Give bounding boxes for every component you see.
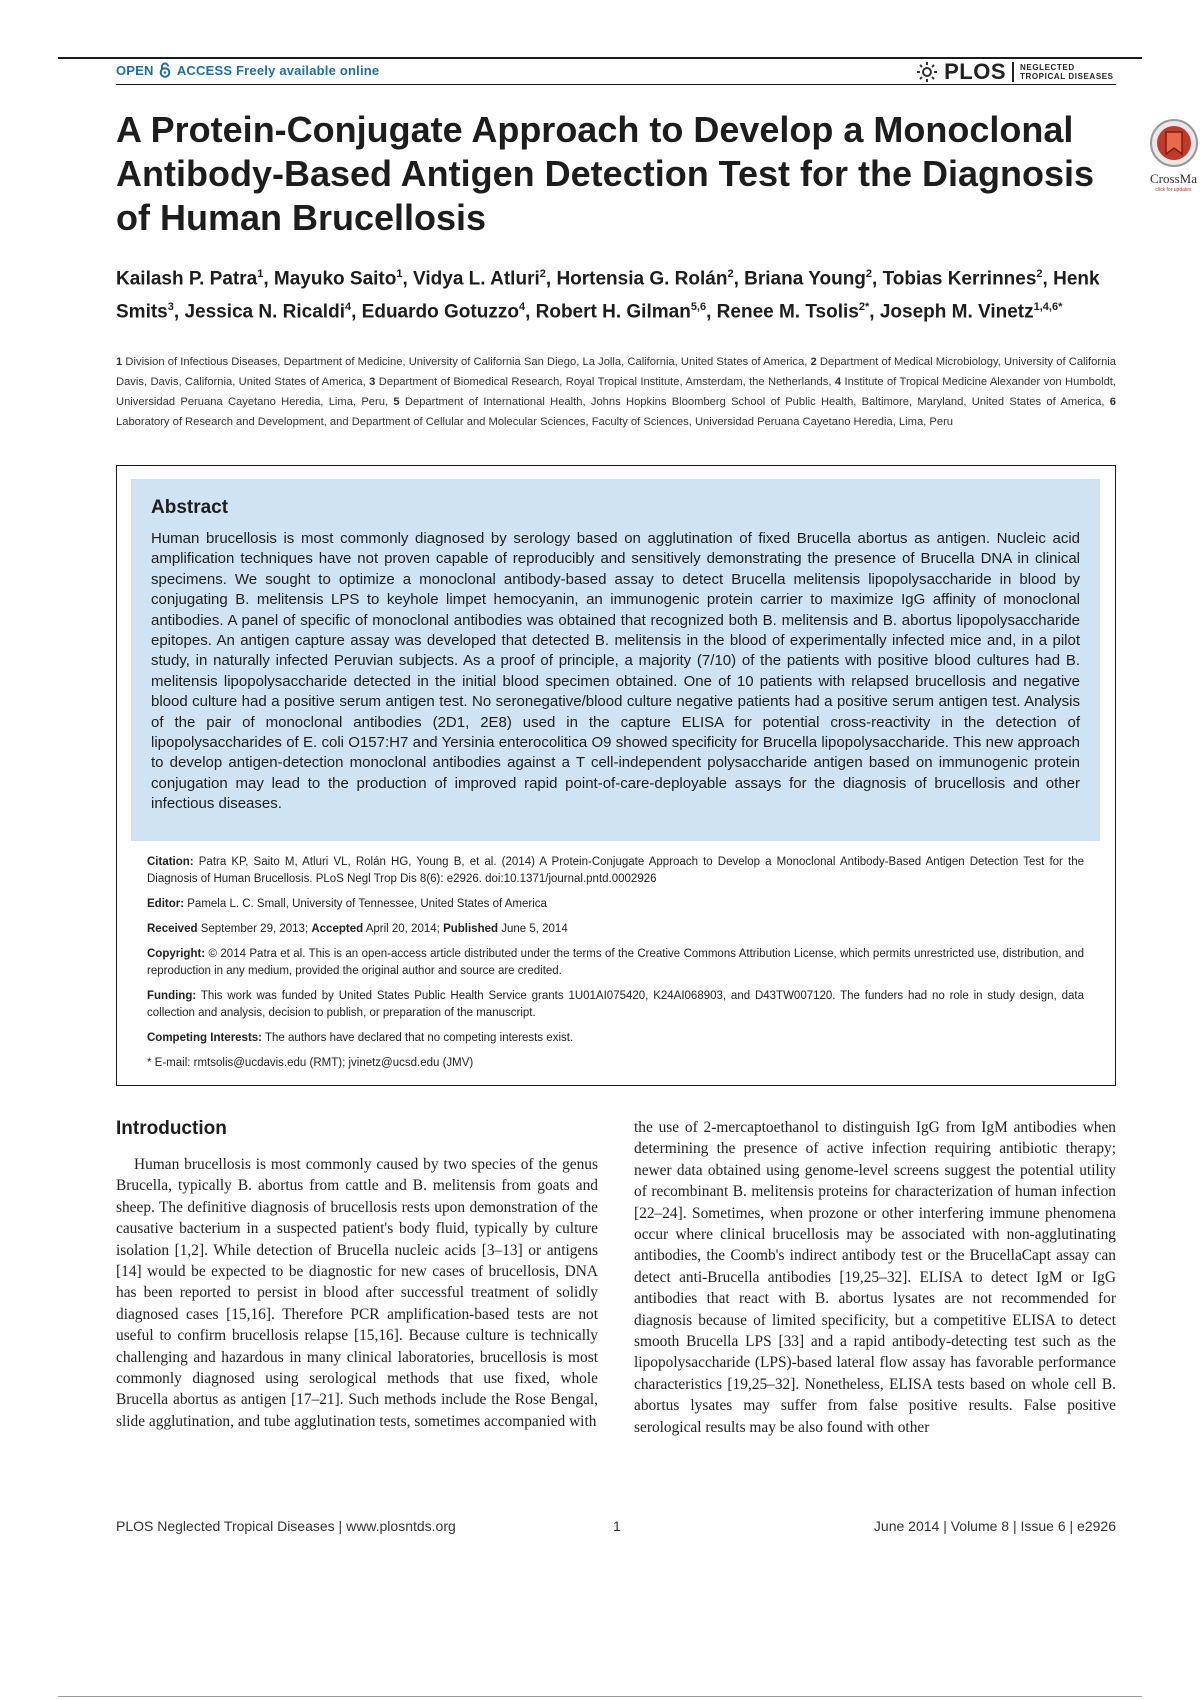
competing-interests xyxy=(147,1030,1084,1047)
citation-label: Citation: xyxy=(147,856,194,868)
citation xyxy=(147,854,1084,888)
affiliation-text: Department of International Health, Johns Hopkins Bloomberg School of Public Health, Baltimore, Maryland, United States of America, xyxy=(404,396,1105,408)
plos-wordmark: PLOS xyxy=(944,59,1006,84)
affiliation-number: 5 xyxy=(393,396,400,408)
author-affiliation-marker: 2 xyxy=(1036,268,1043,280)
introduction-text-left: Human brucellosis is most commonly caused by two species of the genus Brucella, typically B. abortus from cattle and B. melitensis from goats and sheep. The definitive diagnosis of brucellosis rests upon demonstration of the causative bacterium in a suspected patient's body fluid, typically by culture isolation [1,2]. While detection of Brucella nucleic acids [3–13] or antigens [14] would be expected to be diagnostic for new cases of brucellosis, DNA has been reported to persist in blood after successful treatment of solidly diagnosed cases [15,16]. Therefore PCR amplification-based tests are not useful to confirm brucellosis relapse [15,16]. Because culture is technically challenging and hazardous in many clinical laboratories, brucellosis is most commonly diagnosed using serological methods that use fixed, whole Brucella abortus as antigen [17–21]. Such methods include the Rose Bengal, slide agglutination, and tube agglutination tests, sometimes accompanied with xyxy=(116,1156,598,1430)
author-affiliation-marker: 2 xyxy=(539,268,546,280)
published-label: Published xyxy=(443,923,499,935)
crossmark-sublabel: click for updates xyxy=(1155,187,1192,193)
citation-text: Patra KP, Saito M, Atluri VL, Rolán HG, Young B, et al. (2014) A Protein-Conjugate Approach to Develop a Monoclonal Antibody-Based Antigen Detection Test for the Diagnosis of Human Brucellosis. PLoS Negl Trop Dis 8(6): e2926. doi:10.1371/journal.pntd.0002926 xyxy=(147,856,1084,885)
open-access-banner[interactable] xyxy=(116,62,379,78)
author-name: Joseph M. Vinetz xyxy=(879,301,1034,323)
abstract-box xyxy=(116,465,1116,1086)
competing-label: Competing Interests: xyxy=(147,1032,263,1044)
affiliation-number: 3 xyxy=(369,376,376,388)
funding-label: Funding: xyxy=(147,990,197,1002)
author-affiliation-marker: 4 xyxy=(518,301,526,314)
author-name: Jessica N. Ricaldi xyxy=(184,301,345,323)
left-column xyxy=(116,1118,598,1432)
header-rule xyxy=(116,84,1116,85)
affiliation-text: Laboratory of Research and Development, and Department of Cellular and Molecular Sciences, Faculty of Sciences, Universidad Peruana Cayetano Heredia, Lima, Peru xyxy=(116,416,954,428)
received-label: Received xyxy=(147,923,198,935)
affiliation-number: 6 xyxy=(1109,396,1117,408)
author-name: Eduardo Gotuzzo xyxy=(361,301,519,323)
author-name: Robert H. Gilman xyxy=(535,301,691,323)
author-name: Briana Young xyxy=(744,268,866,290)
copyright-text: © 2014 Patra et al. This is an open-access article distributed under the terms of the Creative Commons Attribution License, which permits unrestricted use, distribution, and reproduction in any medium, provided the original author and source are credited. xyxy=(147,948,1084,977)
editor xyxy=(147,896,1084,913)
abstract-panel xyxy=(131,479,1100,841)
copyright xyxy=(147,946,1084,980)
access-label: ACCESS Freely available online xyxy=(176,63,380,78)
author-affiliation-marker: 4 xyxy=(344,301,352,314)
plos-logo[interactable] xyxy=(916,60,1116,84)
author-affiliation-marker: 1 xyxy=(396,268,403,280)
footer-journal[interactable]: PLOS Neglected Tropical Diseases | www.plosntds.org xyxy=(116,1518,456,1534)
affiliation-number: 4 xyxy=(834,376,842,388)
author-affiliation-marker: 3 xyxy=(167,301,174,314)
author-name: Henk Smits xyxy=(116,268,1100,323)
article-title: A Protein-Conjugate Approach to Develop a Monoclonal Antibody-Based Antigen Detection Test for the Diagnosis of Human Brucellosis xyxy=(116,109,1095,238)
author-affiliation-marker: 2 xyxy=(865,268,873,280)
crossmark-label: CrossMa xyxy=(1150,171,1197,186)
abstract-heading: Abstract xyxy=(151,497,229,518)
funding xyxy=(147,988,1084,1022)
author-name: Mayuko Saito xyxy=(273,268,397,290)
bottom-rule xyxy=(58,1696,1142,1697)
published-date: June 5, 2014 xyxy=(501,923,568,935)
accepted-label: Accepted xyxy=(311,923,364,935)
introduction-heading: Introduction xyxy=(116,1118,227,1139)
page-number: 1 xyxy=(613,1518,621,1534)
author-name: Tobias Kerrinnes xyxy=(882,268,1037,290)
author-affiliation-marker: 1,4,6* xyxy=(1033,301,1063,314)
journal-name-line2: TROPICAL DISEASES xyxy=(1020,72,1114,81)
abstract-text: Human brucellosis is most commonly diagnosed by serology based on agglutination of fixed Brucella abortus as antigen. Nucleic acid amplification techniques have not proven capable of reproducibly and sensitively demonstrating the presence of Brucella DNA in clinical specimens. We sought to optimize a monoclonal antibody-based assay to detect Brucella melitensis lipopolysaccharide in blood by conjugating B. melitensis LPS to keyhole limpet hemocyanin, an immunogenic protein carrier to maximize IgG affinity of monoclonal antibodies. A panel of specific of monoclonal antibodies was obtained that recognized both B. melitensis and B. abortus lipopolysaccharide epitopes. An antigen capture assay was developed that detected B. melitensis in the blood of experimentally infected mice and, in a pilot study, in naturally infected Peruvian subjects. As a proof of principle, a majority (7/10) of the patients with positive blood cultures had B. melitensis lipopolysaccharide detected in the initial blood specimen obtained. One of 10 patients with relapsed brucellosis and negative blood culture had a positive serum antigen test. No seronegative/blood culture negative patients had a positive serum antigen test. Analysis of the pair of monoclonal antibodies (2D1, 2E8) used in the capture ELISA for potential cross-reactivity in the detection of lipopolysaccharides of E. coli O157:H7 and Yersinia enterocolitica O9 showed specificity for Brucella lipopolysaccharide. This new approach to develop antigen-detection monoclonal antibodies against a T cell-independent polysaccharide antigen based on immunogenic protein conjugation may lead to the production of improved rapid point-of-care-deployable assays for the diagnosis of brucellosis and other infectious diseases. xyxy=(151,530,1080,813)
open-label: OPEN xyxy=(116,63,154,78)
page-footer xyxy=(116,1518,1116,1538)
contact-email[interactable]: * E-mail: rmtsolis@ucdavis.edu (RMT); jvinetz@ucsd.edu (JMV) xyxy=(147,1057,474,1069)
introduction-text-right: the use of 2-mercaptoethanol to distinguish IgG from IgM antibodies when determining the presence of active infection requiring antibiotic therapy; newer data obtained using genome-level screens suggest the potential utility of recombinant B. melitensis proteins for characterization of human infection [22–24]. Sometimes, when prozone or other interfering immune phenomena occur where clinical brucellosis may be associated with non-agglutinating antibodies, the Coomb's indirect antibody test or the BrucellaCapt assay can detect anti-Brucella antibodies [19,25–32]. ELISA to detect IgM or IgG antibodies that react with B. abortus lysates are not recommended for diagnosis because of limited specificity, but a competitive ELISA to detect smooth Brucella LPS [33] and a rapid antibody-detecting test such as the lipopolysaccharide (LPS)-based lateral flow assay has favorable performance characteristics [19,25–32]. Nonetheless, ELISA tests based on whole cell B. abortus lysates may suffer from false positive results. False positive serological results may be also found with other xyxy=(634,1119,1116,1436)
affiliation-number: 1 xyxy=(116,356,123,368)
journal-name-line1: NEGLECTED xyxy=(1020,63,1075,72)
affiliations xyxy=(116,352,1116,432)
author-affiliation-marker: 2 xyxy=(727,268,734,280)
author-name: Renee M. Tsolis xyxy=(716,301,859,323)
editor-label: Editor: xyxy=(147,898,185,910)
received-date: September 29, 2013; xyxy=(200,923,309,935)
article-metadata xyxy=(131,854,1100,1080)
author-name: Vidya L. Atluri xyxy=(413,268,540,290)
crossmark-badge[interactable] xyxy=(1147,118,1200,193)
affiliation-text: Department of Biomedical Research, Royal Tropical Institute, Amsterdam, the Netherlands, xyxy=(378,376,832,388)
journal-header xyxy=(116,60,1116,86)
plos-sun-icon xyxy=(916,61,938,83)
author-name: Kailash P. Patra xyxy=(116,268,258,290)
dates xyxy=(147,921,1084,938)
author-affiliation-marker: 5,6 xyxy=(690,301,707,314)
author-affiliation-marker: 2* xyxy=(858,301,870,314)
competing-text: The authors have declared that no competing interests exist. xyxy=(265,1032,574,1044)
author-list: Kailash P. Patra$^1$, Mayuko Saito$^1$, Vidya L. Atluri$^2$, Hortensia G. Rolán$^2$, Briana Young$^2$, Tobias Kerrinnes$^2$, Henk Smits$^3$, Jessica N. Ricaldi$^4$, Eduardo Gotuzzo$^4$, Robert H. Gilman$^{5,6}$, Renee M. Tsolis$^{2*}$, Joseph M. Vinetz$^{1,4,6*}$ xyxy=(116,268,1100,323)
open-lock-icon xyxy=(158,62,172,78)
author-affiliation-marker: 1 xyxy=(257,268,264,280)
logo-divider xyxy=(1012,62,1014,82)
copyright-label: Copyright: xyxy=(147,948,206,960)
affiliation-number: 2 xyxy=(810,356,817,368)
author-name: Hortensia G. Rolán xyxy=(556,268,728,290)
accepted-date: April 20, 2014; xyxy=(365,923,440,935)
crossmark-icon xyxy=(1149,118,1199,168)
journal-name xyxy=(1020,63,1116,81)
footer-issue: June 2014 | Volume 8 | Issue 6 | e2926 xyxy=(873,1518,1116,1534)
right-column xyxy=(634,1117,1116,1438)
affiliation-text: Institute of Tropical Medicine Alexander von Humboldt, Universidad Peruana Cayetano Heredia, Lima, Peru, xyxy=(116,376,1117,408)
affiliation-text: Division of Infectious Diseases, Department of Medicine, University of California San Diego, La Jolla, California, United States of America, xyxy=(125,356,808,368)
affiliation-text: Department of Medical Microbiology, University of California Davis, Davis, California, United States of America, xyxy=(116,356,1117,388)
editor-text: Pamela L. C. Small, University of Tennessee, United States of America xyxy=(187,898,547,910)
funding-text: This work was funded by United States Public Health Service grants 1U01AI075420, K24AI068903, and D43TW007120. The funders had no role in study design, data collection and analysis, decision to publish, or preparation of the manuscript. xyxy=(147,990,1084,1019)
